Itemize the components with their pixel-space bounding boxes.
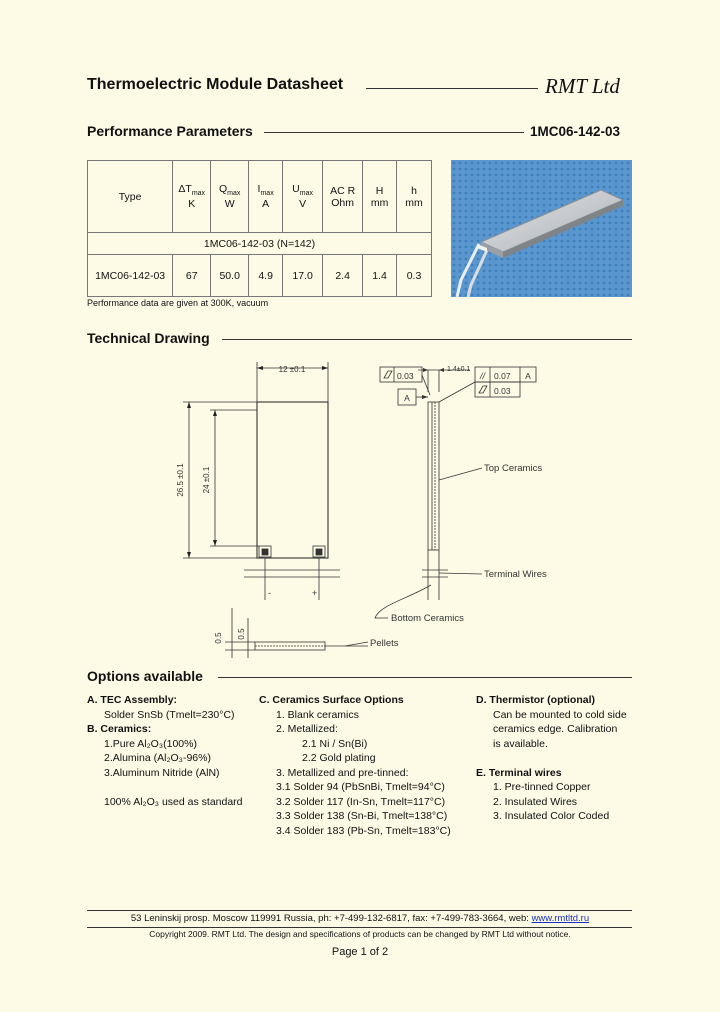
option-line: 1. Blank ceramics xyxy=(276,708,359,721)
performance-table xyxy=(87,160,432,297)
row-value: 1.4 xyxy=(363,255,397,297)
plus-label: + xyxy=(312,588,318,598)
option-line: B. Ceramics: xyxy=(87,723,152,735)
option-line: is available. xyxy=(493,737,548,750)
website-link[interactable]: www.rmtltd.ru xyxy=(531,913,590,924)
footer-contact xyxy=(60,913,660,924)
product-photo xyxy=(451,160,632,297)
minus-label: - xyxy=(268,588,271,598)
footer-rule xyxy=(87,910,632,911)
brand-logo: RMT Ltd xyxy=(545,74,620,98)
page-number: Page 1 of 2 xyxy=(331,946,389,958)
row-type: 1MC06-142-03 xyxy=(88,255,173,297)
dim-05b: 0.5 xyxy=(237,628,246,640)
col-header: $\Delta T_{max}$ K xyxy=(173,161,211,233)
group-row xyxy=(88,233,432,255)
type-header: Type xyxy=(88,161,173,233)
options-rule xyxy=(218,677,632,678)
dim-05a: 0.5 xyxy=(214,632,223,644)
label-terminal-wires: Terminal Wires xyxy=(484,569,547,580)
model-number: 1MC06-142-03 xyxy=(530,124,621,139)
group-label: 1MC06-142-03 (N=142) xyxy=(88,233,432,255)
table-row xyxy=(88,255,432,297)
option-line: 1. Pre-tinned Copper xyxy=(493,781,591,793)
parallel-ref: A xyxy=(525,371,531,381)
option-line: 2.1 Ni / Sn(Bi) xyxy=(302,737,368,750)
option-line: A. TEC Assembly: xyxy=(87,694,178,706)
row-value: 0.3 xyxy=(397,255,432,297)
row-value: 4.9 xyxy=(249,255,283,297)
option-line: 3.3 Solder 138 (Sn-Bi, Tmelt=138°C) xyxy=(276,810,448,822)
options-title: Options available xyxy=(87,668,203,684)
dim-thickness: 1.4±0.1 xyxy=(447,366,471,373)
option-line: D. Thermistor (optional) xyxy=(476,694,595,706)
header-rule xyxy=(366,88,538,89)
row-value: 2.4 xyxy=(323,255,363,297)
option-line: E. Terminal wires xyxy=(476,766,562,779)
label-top-ceramics: Top Ceramics xyxy=(484,463,543,474)
dim-inner: 24 ±0.1 xyxy=(202,466,211,494)
performance-title: Performance Parameters xyxy=(87,123,253,139)
option-line: Solder SnSb (Tmelt=230°C) xyxy=(104,708,235,721)
col-header: $Q_{max}$ W xyxy=(211,161,249,233)
document-title: Thermoelectric Module Datasheet xyxy=(87,76,344,93)
col-header: AC R Ohm xyxy=(323,161,363,233)
option-line: 2. Insulated Wires xyxy=(493,795,578,808)
options-col-a-b xyxy=(87,693,257,809)
footer-rule-2 xyxy=(87,927,632,928)
option-line: 3. Insulated Color Coded xyxy=(493,810,610,822)
drawing-title: Technical Drawing xyxy=(87,330,210,346)
option-spacer xyxy=(476,751,646,766)
option-line: 2.Alumina (Al₂O₃-96%) xyxy=(104,752,211,764)
label-bottom-ceramics: Bottom Ceramics xyxy=(391,613,464,624)
option-line: 2. Metallized: xyxy=(276,723,338,735)
tec-module-image xyxy=(451,160,632,297)
module-side-view xyxy=(428,402,439,550)
option-line: 3.Aluminum Nitride (AlN) xyxy=(104,766,220,779)
footer-copyright: Copyright 2009. RMT Ltd. The design and specifications of products can be changed by RMT Ltd without notice. xyxy=(149,929,571,939)
module-front-view xyxy=(257,402,328,558)
option-line: 3. Metallized and pre-tinned: xyxy=(276,766,409,779)
option-line: 3.1 Solder 94 (PbSnBi, Tmelt=94°C) xyxy=(276,781,445,793)
performance-note: Performance data are given at 300K, vacuum xyxy=(87,298,269,308)
option-line: 1.Pure Al₂O₃(100%) xyxy=(104,737,197,750)
option-line: 3.2 Solder 117 (In-Sn, Tmelt=117°C) xyxy=(276,795,446,808)
option-line: 100% Al₂O₃ used as standard xyxy=(104,795,243,808)
performance-rule xyxy=(264,132,524,133)
flatness-value: 0.03 xyxy=(397,371,414,381)
row-value: 67 xyxy=(173,255,211,297)
parallel-value: 0.07 xyxy=(494,371,511,381)
label-pellets: Pellets xyxy=(370,638,399,649)
datum-label: A xyxy=(404,393,410,403)
row-value: 17.0 xyxy=(283,255,323,297)
contact-text: 53 Leninskij prosp. Moscow 119991 Russia, ph: +7-499-132-6817, fax: +7-499-783-3664, web: xyxy=(130,913,529,924)
col-header: h mm xyxy=(397,161,432,233)
options-col-d-e xyxy=(476,693,646,824)
option-line: 3.4 Solder 183 (Pb-Sn, Tmelt=183°C) xyxy=(276,824,451,837)
option-line: 2.2 Gold plating xyxy=(302,752,376,764)
dim-outer: 26.5 ±0.1 xyxy=(176,463,185,497)
option-line: ceramics edge. Calibration xyxy=(493,723,618,735)
drawing-rule xyxy=(222,339,632,340)
table-header-row xyxy=(88,161,432,233)
technical-drawing xyxy=(0,350,720,660)
flatness2-value: 0.03 xyxy=(494,386,511,396)
col-header: $U_{max}$ V xyxy=(283,161,323,233)
col-header: $I_{max}$ A xyxy=(249,161,283,233)
options-col-c xyxy=(259,693,469,838)
option-spacer xyxy=(87,780,257,795)
row-value: 50.0 xyxy=(211,255,249,297)
parallel-icon: // xyxy=(480,371,486,381)
option-line: Can be mounted to cold side xyxy=(493,708,627,721)
option-line: C. Ceramics Surface Options xyxy=(259,694,404,706)
col-header: H mm xyxy=(363,161,397,233)
dim-width: 12 ±0.1 xyxy=(278,365,306,374)
